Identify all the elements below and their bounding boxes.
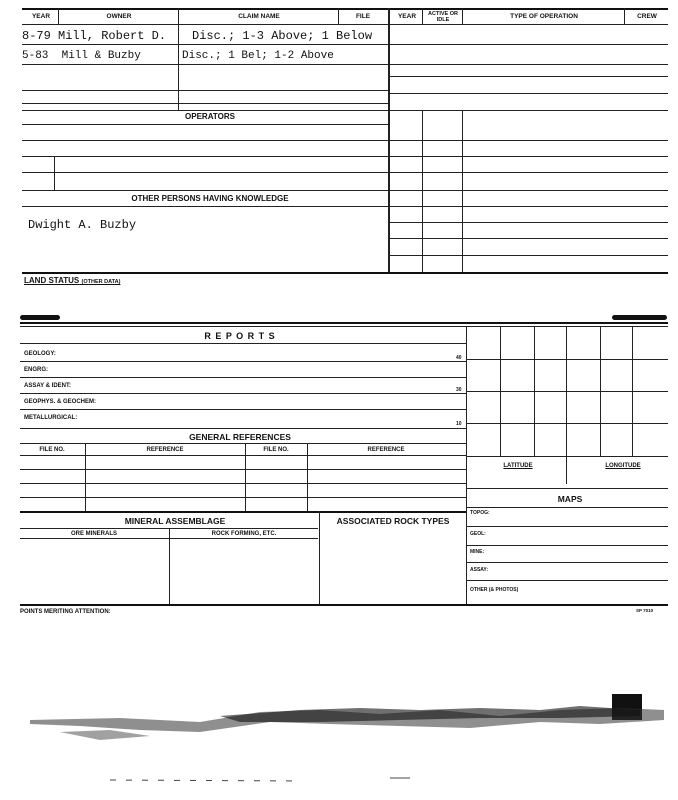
longitude-label: LONGITUDE <box>605 463 641 469</box>
latlong-grid-row <box>466 456 668 457</box>
maps-rule <box>466 507 668 508</box>
genref-rule <box>20 469 466 470</box>
reports-top-border-2 <box>20 326 668 327</box>
col-header-type-of-operation: TYPE OF OPERATION <box>510 13 578 20</box>
maps-rule <box>466 526 668 527</box>
hdr-sep <box>178 8 179 25</box>
reports-title-rule <box>20 343 466 344</box>
owner-entry-1: 8-79 Mill, Robert D. <box>22 29 167 43</box>
report-assay: ASSAY & IDENT: <box>24 383 72 389</box>
col-header-claim-name: CLAIM NAME <box>238 13 280 20</box>
associated-rock-types-header: ASSOCIATED ROCK TYPES <box>336 516 450 526</box>
hdr-sep <box>422 8 423 25</box>
row-rule <box>22 103 388 104</box>
right-row-rule <box>390 156 668 157</box>
mineral-col-sep <box>319 511 320 604</box>
operators-rule <box>22 172 388 173</box>
land-status-label <box>24 276 120 287</box>
form-number: SP 7010 <box>636 608 654 613</box>
maps-rule <box>466 562 668 563</box>
genref-rule <box>20 497 466 498</box>
other-persons-title: OTHER PERSONS HAVING KNOWLEDGE <box>131 194 289 203</box>
owner-col-sep <box>178 24 179 110</box>
scale-10: 10 <box>456 421 462 427</box>
right-col-sep <box>422 110 423 272</box>
report-rule <box>20 377 466 378</box>
right-row-rule <box>390 44 668 45</box>
right-row-rule <box>390 76 668 77</box>
genref-col-reference-2: REFERENCE <box>367 447 405 453</box>
right-col-sep <box>462 110 463 272</box>
land-status-title: LAND STATUS <box>24 276 80 285</box>
operators-rule <box>22 190 388 191</box>
latlong-sep <box>566 456 567 484</box>
header-bottom-rule <box>22 24 668 25</box>
maps-topog: TOPOG: <box>470 510 490 516</box>
operators-rule <box>22 156 388 157</box>
col-header-active-or-idle: ACTIVE OR IDLE <box>428 11 458 23</box>
genref-col-file-no-2: FILE NO. <box>263 447 289 453</box>
operators-rule <box>22 140 388 141</box>
report-geology: GEOLOGY: <box>24 351 56 357</box>
row-rule <box>22 64 388 65</box>
owner-entry-2: 5-83 Mill & Buzby <box>22 50 141 62</box>
latlong-grid-row <box>466 391 668 392</box>
right-row-rule <box>390 222 668 223</box>
operators-rule <box>22 124 388 125</box>
right-row-rule <box>390 190 668 191</box>
main-divider <box>388 8 390 274</box>
maps-rule <box>466 580 668 581</box>
col-header-owner: OWNER <box>106 13 132 20</box>
edge-mark-left <box>20 315 60 320</box>
latlong-grid-row <box>466 423 668 424</box>
report-rule <box>20 428 466 429</box>
general-references-title: GENERAL REFERENCES <box>189 432 291 442</box>
right-row-rule <box>390 140 668 141</box>
col-header-year-2: YEAR <box>397 13 417 20</box>
maps-other: OTHER (& PHOTOS) <box>470 587 519 593</box>
maps-assay: ASSAY: <box>470 567 489 573</box>
reports-bottom-border <box>20 604 668 606</box>
ore-minerals-header: ORE MINERALS <box>70 531 117 537</box>
report-rule <box>20 409 466 410</box>
right-row-rule <box>390 255 668 256</box>
genref-col-sep <box>245 443 246 511</box>
hdr-sep <box>58 8 59 25</box>
hdr-sep <box>338 8 339 25</box>
genref-rule <box>20 455 466 456</box>
col-header-file: FILE <box>355 13 371 20</box>
claim-entry-2: Disc.; 1 Bel; 1-2 Above <box>182 50 334 62</box>
row-rule <box>22 90 388 91</box>
top-section-bottom <box>22 272 668 274</box>
rock-forming-header: ROCK FORMING, ETC. <box>211 531 277 537</box>
genref-col-file-no-1: FILE NO. <box>39 447 65 453</box>
scale-40: 40 <box>456 355 462 361</box>
points-meriting-attention: POINTS MERITING ATTENTION: <box>20 609 111 615</box>
right-row-rule <box>390 206 668 207</box>
maps-geol: GEOL: <box>470 531 486 537</box>
other-person-1: Dwight A. Buzby <box>28 218 137 232</box>
genref-col-sep <box>307 443 308 511</box>
right-row-rule <box>390 238 668 239</box>
maps-mine: MINE: <box>470 549 485 555</box>
hdr-sep <box>624 8 625 25</box>
genref-bottom <box>20 511 466 513</box>
report-rule <box>20 393 466 394</box>
other-persons-rule <box>22 206 388 207</box>
maps-rule <box>466 545 668 546</box>
report-rule <box>20 361 466 362</box>
right-row-rule <box>390 110 668 111</box>
genref-col-reference-1: REFERENCE <box>146 447 184 453</box>
latlong-grid-row <box>466 359 668 360</box>
land-status-sub: (OTHER DATA) <box>81 279 121 285</box>
mineral-col-sep <box>169 528 170 604</box>
reports-top-border <box>20 322 668 324</box>
right-row-rule <box>390 172 668 173</box>
genref-col-sep <box>85 443 86 511</box>
operators-rule <box>22 110 388 111</box>
right-row-rule <box>390 93 668 94</box>
genref-rule <box>20 443 466 444</box>
right-row-rule <box>390 64 668 65</box>
operators-col-sep <box>54 156 55 190</box>
mineral-assemblage-title: MINERAL ASSEMBLAGE <box>124 516 226 526</box>
col-header-year: YEAR <box>31 13 51 20</box>
genref-rule <box>20 483 466 484</box>
col-header-crew: CREW <box>637 13 657 20</box>
scan-artifact <box>0 680 678 800</box>
report-metallurgical: METALLURGICAL: <box>24 415 78 421</box>
report-engrg: ENGRG: <box>24 367 48 373</box>
hdr-sep <box>462 8 463 25</box>
claim-entry-1: Disc.; 1-3 Above; 1 Below <box>192 29 373 43</box>
row-rule <box>22 44 388 45</box>
latitude-label: LATITUDE <box>503 463 533 469</box>
maps-title: MAPS <box>557 494 583 504</box>
operators-title: OPERATORS <box>185 112 235 121</box>
report-geophys: GEOPHYS. & GEOCHEM: <box>24 399 97 405</box>
reports-title: R E P O R T S <box>204 331 276 341</box>
maps-top-rule <box>466 488 668 489</box>
edge-mark-right <box>612 315 667 320</box>
scale-30: 30 <box>456 387 462 393</box>
